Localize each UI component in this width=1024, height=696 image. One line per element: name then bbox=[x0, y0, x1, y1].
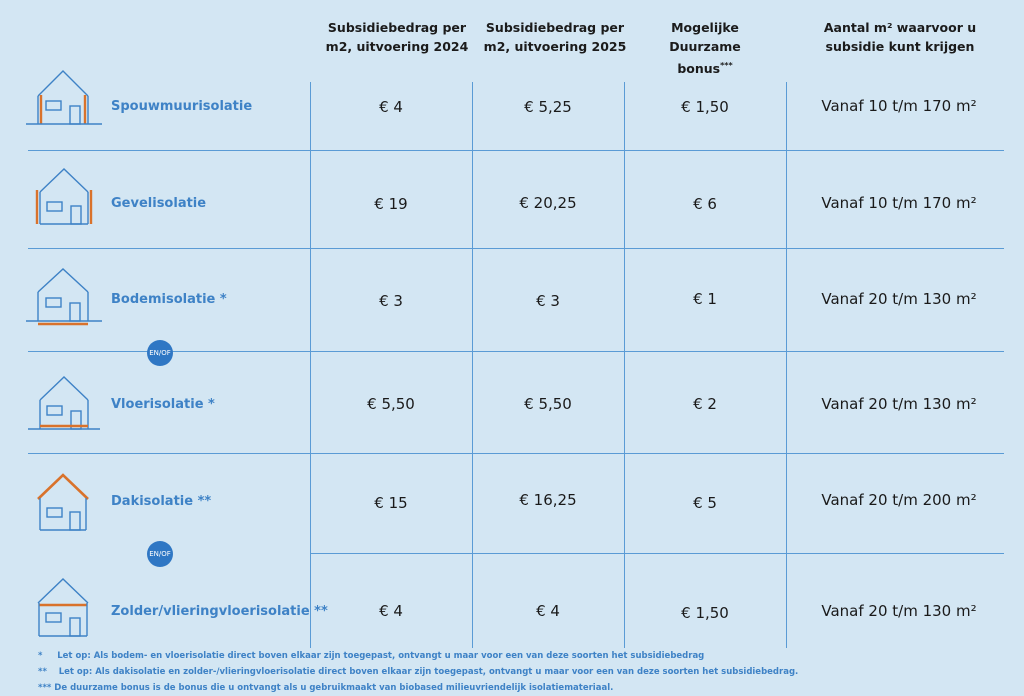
cell-2025: € 3 bbox=[536, 292, 560, 310]
column-divider bbox=[786, 82, 787, 648]
header-text: Mogelijke Duurzame bonus bbox=[669, 20, 741, 77]
cell-2024: € 4 bbox=[379, 98, 403, 116]
house-attic-icon bbox=[26, 576, 104, 638]
header-text: Subsidiebedrag per m2, uitvoering 2024 bbox=[325, 20, 469, 54]
cell-area: Vanaf 10 t/m 170 m² bbox=[821, 194, 977, 212]
cell-area: Vanaf 20 t/m 130 m² bbox=[821, 395, 977, 413]
header-text: Aantal m² waarvoor u subsidie kunt krijgen bbox=[823, 20, 977, 54]
cell-2024: € 4 bbox=[379, 602, 403, 620]
header-text: Subsidiebedrag per m2, uitvoering 2025 bbox=[483, 20, 627, 54]
footnote-floor: * Let op: Als bodem- en vloerisolatie direct boven elkaar zijn toegepast, ontvangt u maar voor een van deze soorten het subsidiebedrag bbox=[38, 651, 705, 661]
cell-area: Vanaf 20 t/m 130 m² bbox=[821, 602, 977, 620]
cell-2024: € 19 bbox=[374, 195, 408, 213]
bonus-footnote-mark: *** bbox=[720, 61, 733, 70]
cell-area: Vanaf 10 t/m 170 m² bbox=[821, 97, 977, 115]
column-divider bbox=[310, 82, 311, 648]
house-ground-icon bbox=[26, 266, 104, 328]
row-label-dak: Dakisolatie ** bbox=[111, 494, 212, 509]
row-label-bodem: Bodemisolatie * bbox=[111, 292, 227, 307]
row-label-zolder: Zolder/vlieringvloerisolatie ** bbox=[111, 604, 328, 619]
header-area bbox=[800, 18, 1000, 56]
and-or-badge: EN/OF bbox=[147, 340, 173, 366]
row-divider bbox=[28, 351, 1004, 352]
house-cavity-wall-icon bbox=[26, 68, 104, 130]
header-subsidy-2025 bbox=[480, 18, 630, 56]
cell-2025: € 16,25 bbox=[519, 491, 577, 509]
row-divider bbox=[28, 150, 1004, 151]
row-divider bbox=[28, 248, 1004, 249]
cell-bonus: € 2 bbox=[693, 395, 717, 413]
footnote-roof: ** Let op: Als dakisolatie en zolder-/vlieringvloerisolatie direct boven elkaar zijn toegepast, ontvangt u maar voor een van deze soorten het subsidiebedrag. bbox=[38, 667, 799, 677]
cell-area: Vanaf 20 t/m 130 m² bbox=[821, 290, 977, 308]
footnote-bonus: *** De duurzame bonus is de bonus die u ontvangt als u gebruikmaakt van biobased milieuvriendelijk isolatiemateriaal. bbox=[38, 683, 614, 693]
header-bonus bbox=[640, 18, 770, 78]
cell-2024: € 5,50 bbox=[367, 395, 415, 413]
row-divider bbox=[310, 553, 1004, 554]
row-label-spouwmuur: Spouwmuurisolatie bbox=[111, 99, 253, 114]
column-divider bbox=[624, 82, 625, 648]
and-or-badge: EN/OF bbox=[147, 541, 173, 567]
row-divider bbox=[28, 453, 1004, 454]
column-divider bbox=[472, 82, 473, 648]
cell-bonus: € 6 bbox=[693, 195, 717, 213]
cell-2025: € 4 bbox=[536, 602, 560, 620]
cell-bonus: € 1,50 bbox=[681, 98, 729, 116]
row-label-vloer: Vloerisolatie * bbox=[111, 397, 215, 412]
house-roof-icon bbox=[26, 472, 104, 534]
house-facade-icon bbox=[26, 166, 104, 228]
header-subsidy-2024 bbox=[322, 18, 472, 56]
cell-2025: € 20,25 bbox=[519, 194, 577, 212]
cell-2025: € 5,50 bbox=[524, 395, 572, 413]
cell-2025: € 5,25 bbox=[524, 98, 572, 116]
cell-2024: € 15 bbox=[374, 494, 408, 512]
cell-bonus: € 1 bbox=[693, 290, 717, 308]
cell-2024: € 3 bbox=[379, 292, 403, 310]
house-floor-icon bbox=[26, 374, 104, 436]
cell-bonus: € 5 bbox=[693, 494, 717, 512]
cell-bonus: € 1,50 bbox=[681, 604, 729, 622]
row-label-gevel: Gevelisolatie bbox=[111, 196, 207, 211]
cell-area: Vanaf 20 t/m 200 m² bbox=[821, 491, 977, 509]
